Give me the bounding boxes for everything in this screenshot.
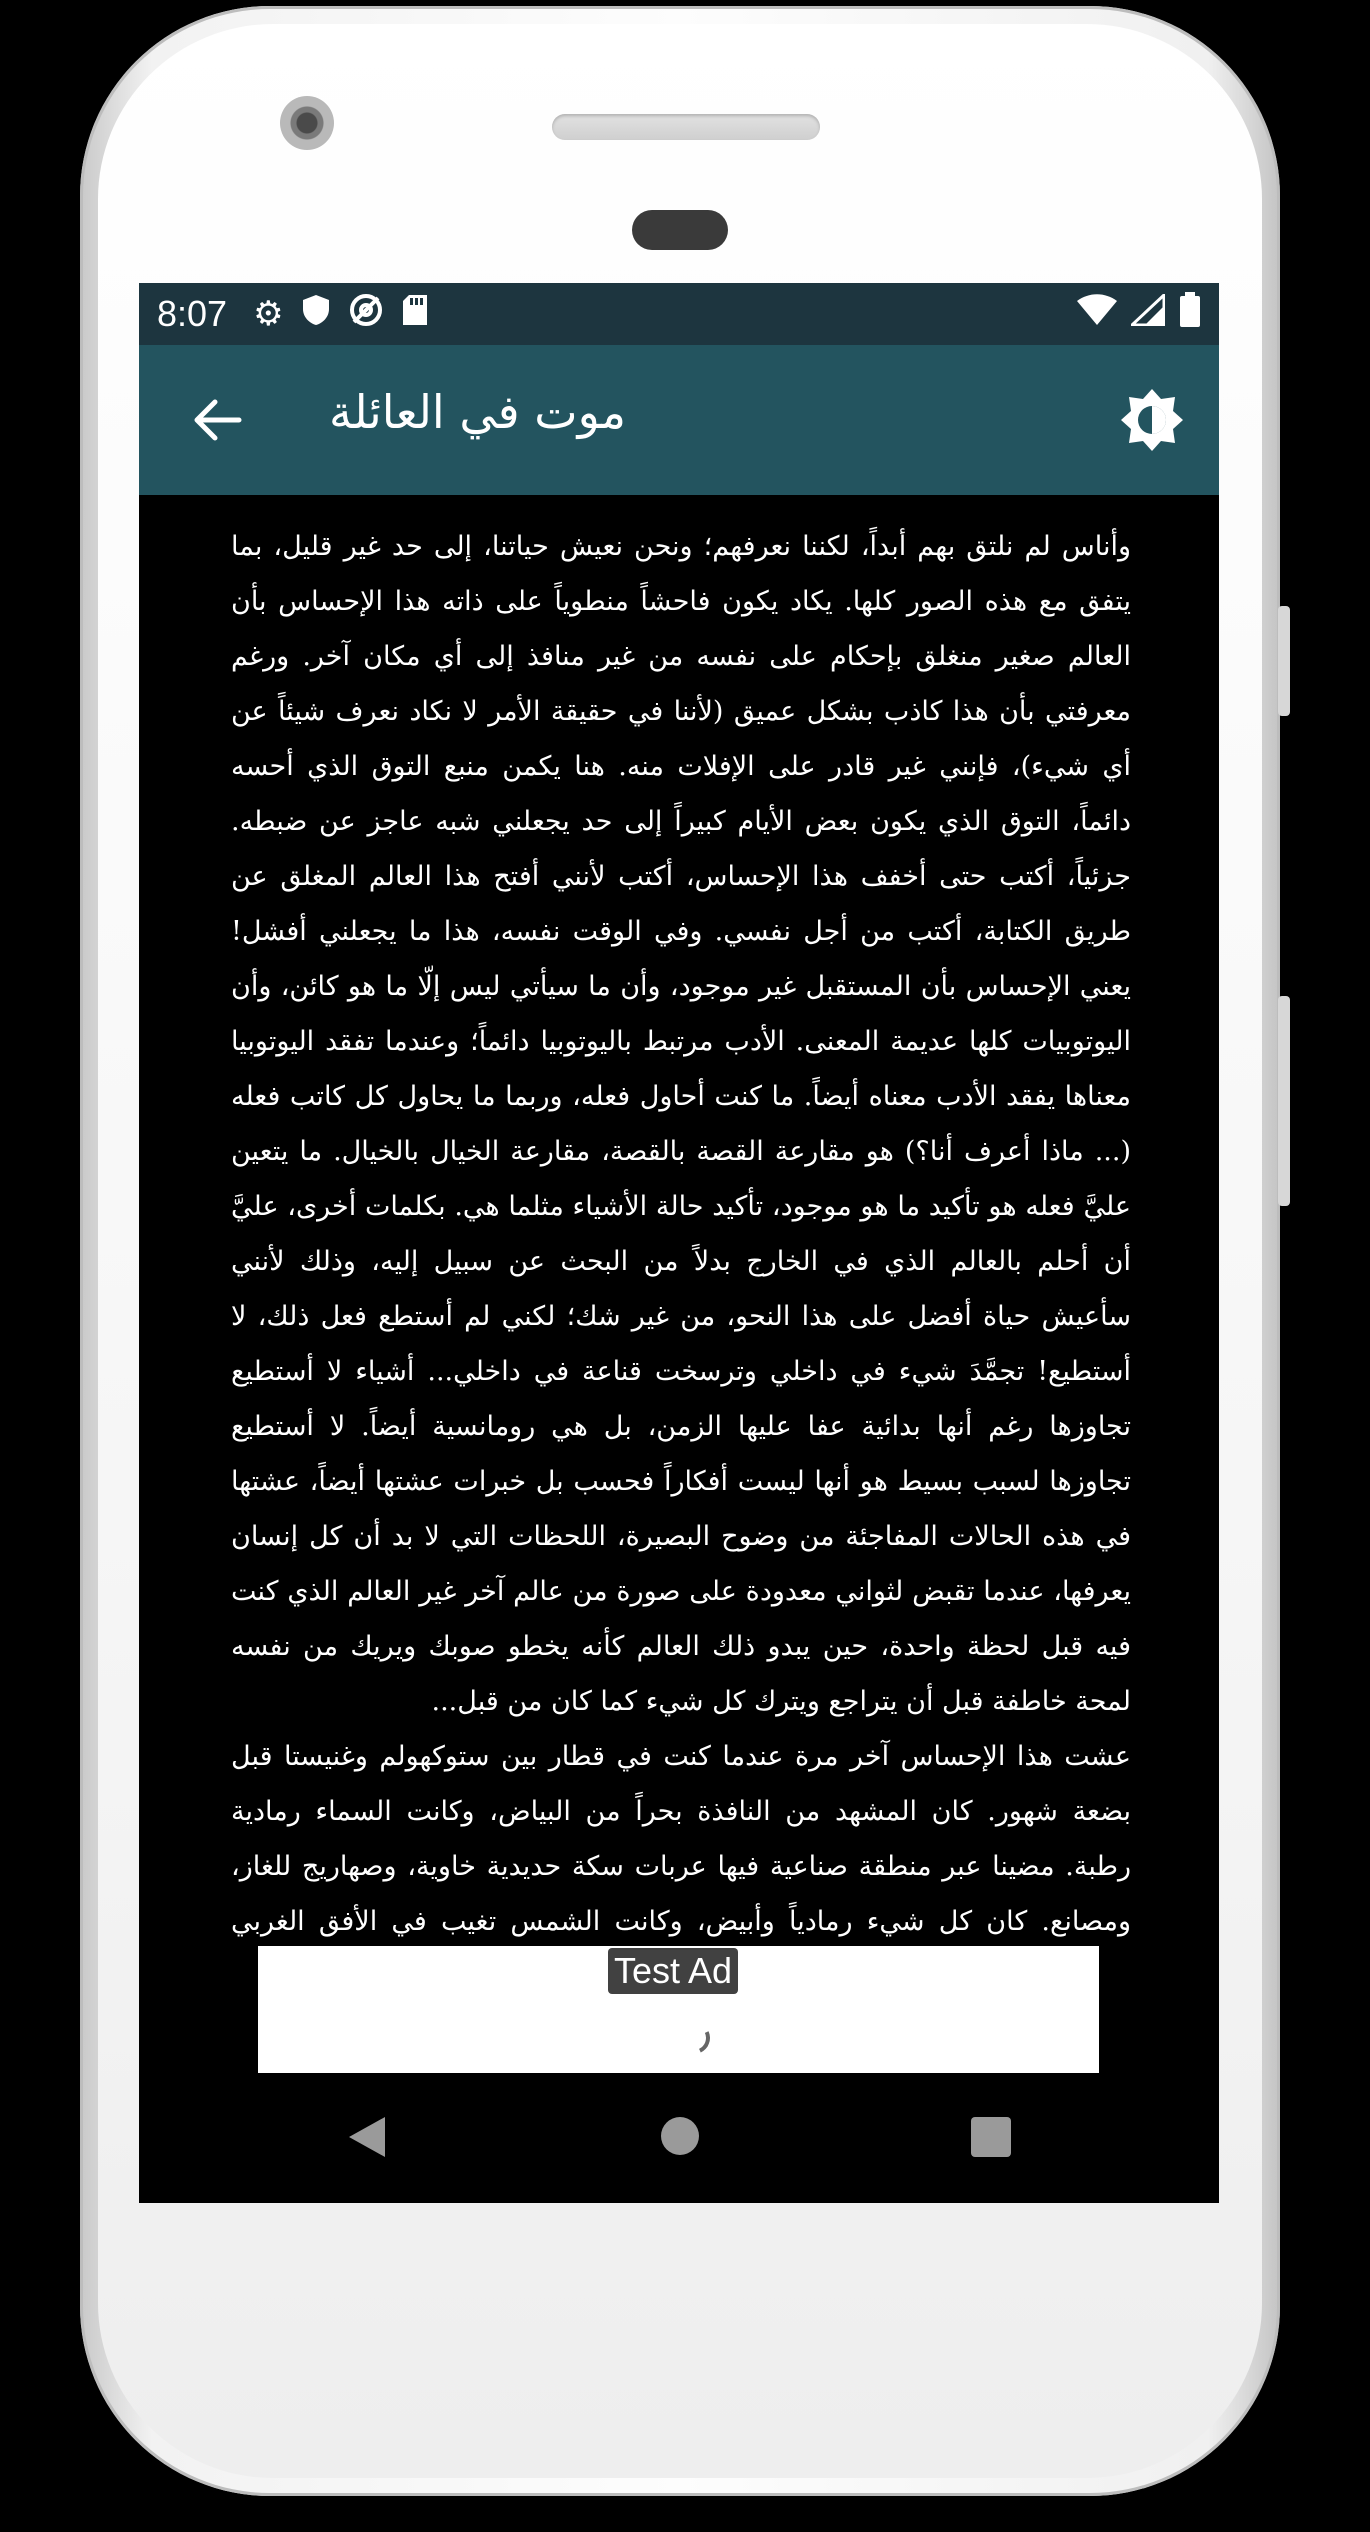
earpiece-speaker [552,114,820,140]
status-bar [139,283,1219,345]
loading-spinner-icon [673,2017,714,2058]
back-button[interactable] [187,390,247,450]
wifi-icon [1077,294,1117,335]
nav-back-button[interactable] [347,2115,387,2163]
navigation-bar [139,2073,1219,2203]
brightness-icon [1119,387,1185,453]
arrow-left-icon [187,390,247,450]
ad-banner[interactable] [258,1946,1099,2076]
front-camera [280,96,334,150]
theme-toggle-button[interactable] [1119,387,1185,453]
page-title: موت في العائلة [329,385,626,439]
gear-icon: ⚙ [253,294,284,334]
shield-icon [302,294,330,335]
at-sign-icon [348,292,384,337]
paragraph: عشت هذا الإحساس آخر مرة عندما كنت في قطار بين ستوكهولم وغنيستا قبل بضعة شهور. كان المشهد من النافذة بحراً من البياض، وكانت السماء رمادية رطبة. مضينا عبر منطقة صناعية فيها عربات سكة حديدية خاوية، وصهاريج للغاز، ومصانع. كان كل شيء رمادياً وأبيض، وكانت الشمس تغيب في الأفق الغربي [231,1741,1131,1937]
battery-icon [1179,292,1201,337]
signal-icon [1131,294,1165,335]
book-text [231,519,1131,1949]
volume-up-button [1278,606,1290,716]
ad-label: Test Ad [608,1948,738,1994]
sd-card-icon [402,294,428,335]
volume-button [1278,996,1290,1206]
paragraph: وأناس لم نلتق بهم أبداً، لكننا نعرفهم؛ ونحن نعيش حياتنا، إلى حد غير قليل، بما يتفق مع هذه الصور كلها. يكاد يكون فاحشاً منطوياً على ذاته هذا الإحساس بأن العالم صغير منغلق بإحكام على نفسه من غير منافذ إلى أي مكان آخر. ورغم معرفتي بأن هذا كاذب بشكل عميق (لأننا في حقيقة الأمر لا نكاد نعرف شيئاً عن أي شيء)، فإنني غير قادر على الإفلات منه. هنا يكمن منبع التوق الذي أحسه دائماً، التوق الذي يكون بعض الأيام كبيراً إلى حد يجعلني شبه عاجز عن ضبطه. جزئياً، أكتب حتى أخفف هذا الإحساس، أكتب لأنني أفتح هذا العالم المغلق عن طريق الكتابة، أكتب من أجل نفسي. وفي الوقت نفسه، هذا ما يجعلني أفشل! يعني الإحساس بأن المستقبل غير موجود، وأن ما سيأتي ليس إلّا ما هو كائن، وأن اليوتوبيات كلها عديمة المعنى. الأدب مرتبط باليوتوبيا دائماً؛ وعندما تفقد اليوتوبيا معناها يفقد الأدب معناه أيضاً. ما كنت أحاول فعله، وربما ما يحاول كل كاتب فعله (... ماذا أعرف أنا؟) هو مقارعة القصة بالقصة، مقارعة الخيال بالخيال. ما يتعين عليَّ فعله هو تأكيد ما هو موجود، تأكيد حالة الأشياء مثلما هي. بكلمات أخرى، عليَّ أن أحلم بالعالم الذي في الخارج بدلاً من البحث عن سبيل إليه، وذلك لأنني سأعيش حياة أفضل على هذا النحو، من غير شك؛ لكني لم أستطع فعل ذلك، لا أستطيع! تجمَّدَ شيء في داخلي وترسخت قناعة في داخلي... أشياء لا أستطيع تجاوزها رغم أنها بدائية عفا عليها الزمن، بل هي رومانسية أيضاً. لا أستطيع تجاوزها لسبب بسيط هو أنها ليست أفكاراً فحسب بل خبرات عشتها أيضاً، عشتها في هذه الحالات المفاجئة من وضوح البصيرة، اللحظات التي لا بد أن كل إنسان يعرفها، عندما تقبض لثواني معدودة على صورة من عالم آخر غير العالم الذي كنت فيه قبل لحظة واحدة، حين يبدو ذلك العالم كأنه يخطو صوبك ويريك من نفسه لمحة خاطفة قبل أن يتراجع ويترك كل شيء كما كان من قبل... [231,531,1131,1717]
app-bar [139,345,1219,495]
status-time: 8:07 [157,293,228,334]
device-screen [139,283,1219,2203]
square-recents-icon[interactable] [971,2117,1011,2157]
circle-home-icon[interactable] [661,2117,699,2155]
triangle-back-icon [347,2115,387,2159]
proximity-sensor [632,210,728,250]
